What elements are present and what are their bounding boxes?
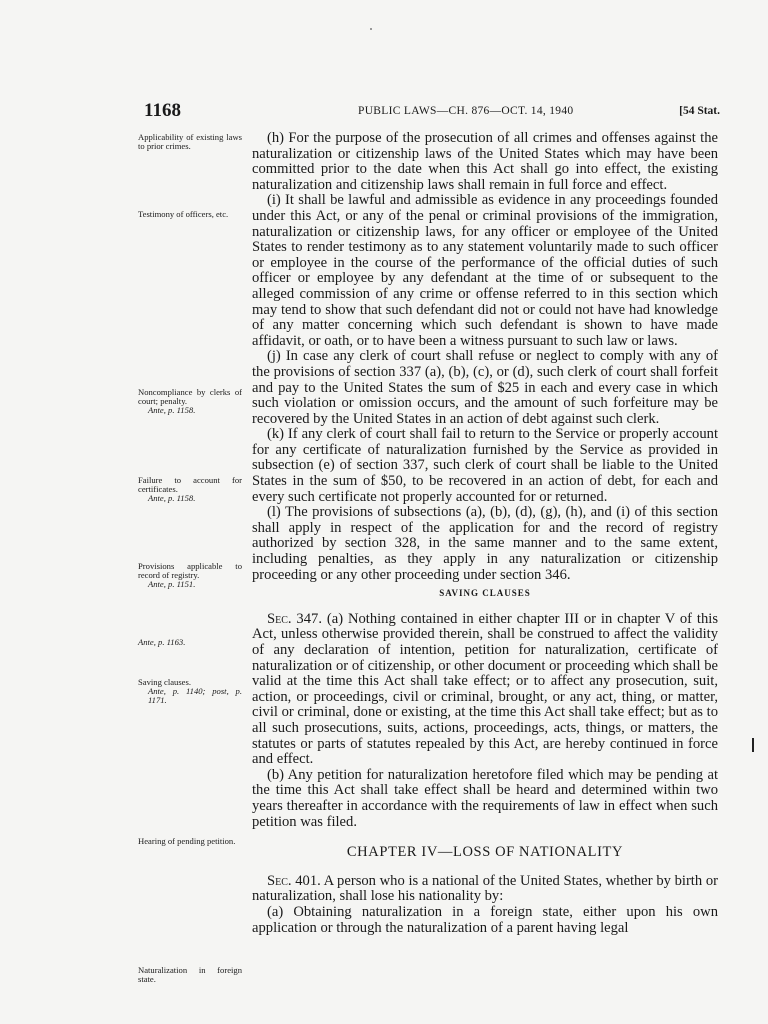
- margin-note-reference: Ante, p. 1151.: [148, 579, 196, 590]
- volume-reference: [54 Stat.: [679, 105, 720, 117]
- margin-note-text: Saving clauses.: [138, 677, 191, 687]
- margin-note-ante: [138, 638, 242, 647]
- chapter-heading: CHAPTER IV—LOSS OF NATIONALITY: [346, 844, 624, 861]
- margin-note-testimony: [138, 210, 242, 219]
- margin-note-reference: Ante, p. 1158.: [148, 405, 196, 416]
- margin-note-pending-petition: [138, 837, 242, 846]
- margin-note-text: Noncompliance by clerks of court; penalty.: [138, 387, 242, 407]
- margin-note-text: Provisions applicable to record of registry.: [138, 561, 242, 581]
- margin-mark: [752, 738, 754, 752]
- paragraph-h: (h) For the purpose of the prosecution of all crimes and offenses against the naturalization or citizenship laws of the United States which may have been committed prior to the date when this Act shall go into effect, the existing naturalization and citizenship laws shall remain in full force and effect.: [252, 130, 718, 193]
- margin-note-failure-to-account: [138, 476, 242, 504]
- margin-note-registry: [138, 562, 242, 590]
- statute-text: [252, 131, 718, 936]
- margin-note-reference: Ante, p. 1158.: [148, 493, 196, 504]
- paragraph-k: (k) If any clerk of court shall fail to return to the Service or properly account for any certificate of naturalization furnished by the Service as provided in subsection (e) of section 337, such clerk of court shall be liable to the United States in the sum of $50, to be recovered in an action of debt, for each and every such certificate not properly accounted for or returned.: [252, 426, 718, 505]
- running-title: PUBLIC LAWS—CH. 876—OCT. 14, 1940: [358, 105, 574, 117]
- margin-note-noncompliance: [138, 388, 242, 416]
- margin-note-saving-clauses: [138, 678, 242, 706]
- paragraph-sec347a: [252, 612, 718, 768]
- paragraph-sec401a: (a) Obtaining naturalization in a foreign state, either upon his own application or through the naturalization of a parent having legal: [252, 903, 718, 936]
- paragraph-text: (a) Nothing contained in either chapter III or in chapter V of this Act, unless otherwise provided therein, shall be construed to affect the validity of any declaration of intention, petition for naturalization, certificate of naturalization or of citizenship, or other document or proceeding which shall be valid at the time this Act shall take effect; or to affect any prosecution, suit, action, or proceedings, civil or criminal, brought, or any act, thing, or matter, civil or criminal, done or existing, at the time this Act shall take effect; but as to all such prosecutions, suits, actions, proceedings, acts, things, or matters, the statutes or parts of statutes repealed by this Act, are hereby continued in force and effect.: [252, 610, 718, 768]
- margin-note-reference: Ante, p. 1163.: [138, 637, 186, 647]
- page-header: [140, 100, 720, 124]
- paragraph-j: (j) In case any clerk of court shall refuse or neglect to comply with any of the provisions of section 337 (a), (b), (c), or (d), such clerk of court shall forfeit and pay to the United States the sum of $25 in each and every case in which such violation or omission occurs, and the amount of such forfeiture may be recovered by the United States in an action of debt against such clerk.: [252, 348, 718, 427]
- scan-speck: [370, 28, 372, 30]
- margin-note-text: Applicability of existing laws to prior crimes.: [138, 132, 242, 152]
- margin-note-text: Hearing of pending petition.: [138, 836, 236, 846]
- page-number: 1168: [144, 100, 181, 121]
- section-label: Sec. 347.: [267, 610, 322, 627]
- paragraph-i: (i) It shall be lawful and admissible as evidence in any proceedings founded under this Act, or any of the penal or criminal provisions of the immigration, naturalization or citizenship laws, for any officer or employee of the United States to render testimony as to any statement voluntarily made to such officer or employee in the course of the performance of the official duties of such officer or employee by any defendant at the time of or subsequent to the alleged commission of any crime or offense referred to in this section which may tend to show that such defendant did not or could not have had knowledge of any matter concerning which such defendant is shown to have made affidavit, or oath, or to have been a witness pursuant to such law or laws.: [252, 192, 718, 349]
- section-heading-saving-clauses: SAVING CLAUSES: [439, 588, 531, 599]
- margin-note-text: Testimony of officers, etc.: [138, 209, 229, 219]
- margin-note-reference: Ante, p. 1140; post, p. 1171.: [148, 686, 242, 706]
- paragraph-text: A person who is a national of the United States, whether by birth or naturalization, shall lose his nationality by:: [252, 872, 718, 905]
- margin-note-text: Naturalization in foreign state.: [138, 965, 242, 985]
- paragraph-sec401: [252, 874, 718, 905]
- section-label: Sec. 401.: [267, 872, 321, 889]
- margin-note-applicability: [138, 133, 242, 151]
- paragraph-sec347b: (b) Any petition for naturalization heretofore filed which may be pending at the time this Act shall take effect shall be heard and determined within two years thereafter in accordance with the requirements of law in effect when such petition was filed.: [252, 766, 718, 830]
- margin-note-text: Failure to account for certificates.: [138, 475, 242, 495]
- margin-note-naturalization-foreign: [138, 966, 242, 984]
- paragraph-l: (l) The provisions of subsections (a), (b), (d), (g), (h), and (i) of this section shall apply in respect of the application for and the record of registry authorized by section 328, in the same manner and to the same extent, including penalties, as they apply in any naturalization or citizenship proceeding or any other proceeding under section 346.: [252, 504, 718, 583]
